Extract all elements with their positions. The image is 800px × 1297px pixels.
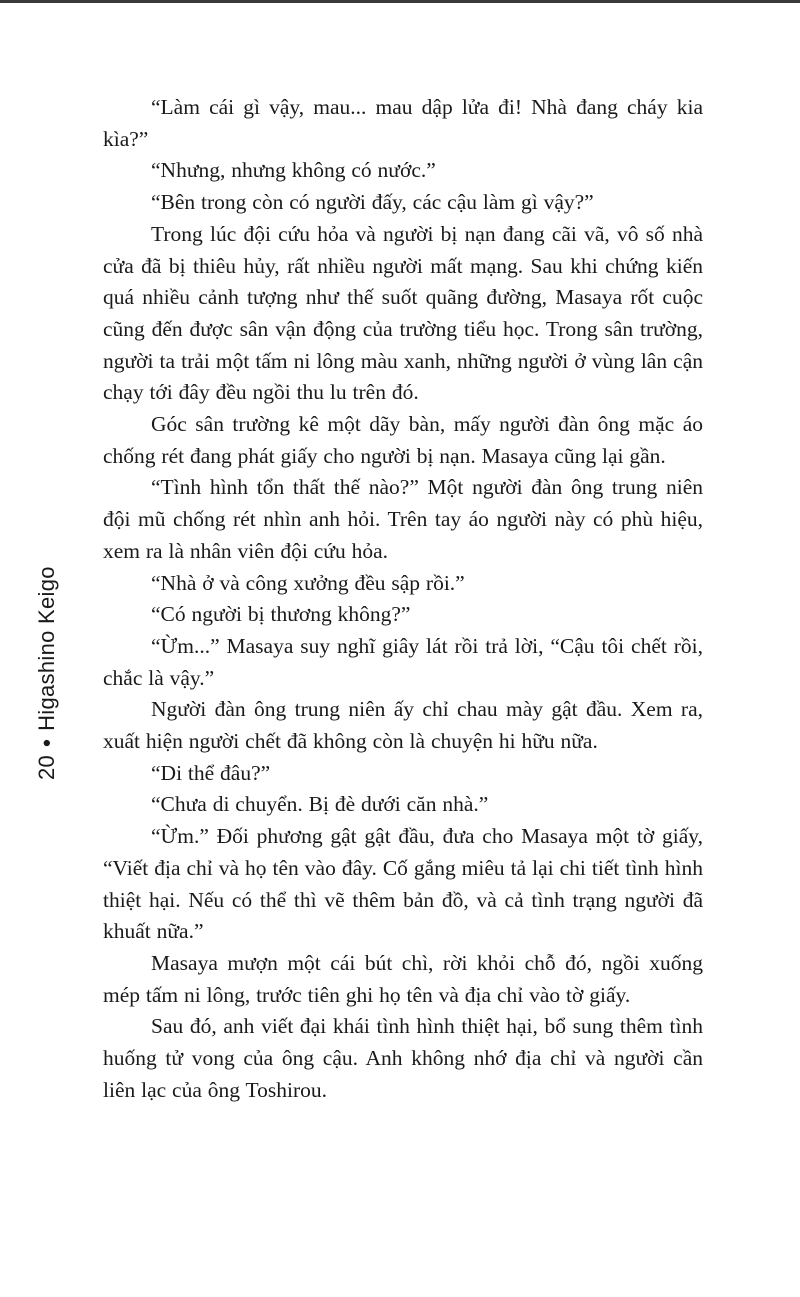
paragraph: Người đàn ông trung niên ấy chỉ chau mày gật đầu. Xem ra, xuất hiện người chết đã không còn là chuyện hi hữu nữa. <box>103 697 703 754</box>
running-head-text <box>32 566 62 780</box>
paragraph: “Ừm.” Đối phương gật gật đầu, đưa cho Masaya một tờ giấy, “Viết địa chỉ và họ tên vào đây. Cố gắng miêu tả lại chi tiết tình hình thiệt hại. Nếu có thể thì vẽ thêm bản đồ, và cả tình trạng người đã khuất nữa.” <box>103 824 703 944</box>
body-text <box>103 92 703 1107</box>
paragraph: Góc sân trường kê một dãy bàn, mấy người đàn ông mặc áo chống rét đang phát giấy cho người bị nạn. Masaya cũng lại gần. <box>103 412 703 468</box>
page-number: 20 <box>34 754 59 780</box>
top-border-line <box>0 0 800 3</box>
running-head <box>32 520 62 780</box>
paragraph: “Bên trong còn có người đấy, các cậu làm gì vậy?” <box>151 190 594 215</box>
paragraph: “Nhà ở và công xưởng đều sập rồi.” <box>151 570 465 595</box>
author-name: Higashino Keigo <box>34 566 59 731</box>
paragraph: “Ừm...” Masaya suy nghĩ giây lát rồi trả lời, “Cậu tôi chết rồi, chắc là vậy.” <box>103 633 703 690</box>
paragraph: “Làm cái gì vậy, mau... mau dập lửa đi! Nhà đang cháy kia kìa?” <box>103 95 703 151</box>
paragraph: “Chưa di chuyển. Bị đè dưới căn nhà.” <box>151 792 489 817</box>
paragraph: Masaya mượn một cái bút chì, rời khỏi chỗ đó, ngồi xuống mép tấm ni lông, trước tiên ghi họ tên và địa chỉ vào tờ giấy. <box>103 950 703 1007</box>
paragraph: “Di thể đâu?” <box>151 760 271 785</box>
paragraph: “Nhưng, nhưng không có nước.” <box>151 158 436 183</box>
paragraph: Sau đó, anh viết đại khái tình hình thiệt hại, bổ sung thêm tình huống tử vong của ông cậu. Anh không nhớ địa chỉ và người cần liên lạc của ông Toshirou. <box>103 1014 703 1102</box>
paragraph: “Tình hình tổn thất thế nào?” Một người đàn ông trung niên đội mũ chống rét nhìn anh hỏi. Trên tay áo người này có phù hiệu, xem ra là nhân viên đội cứu hỏa. <box>103 475 703 563</box>
running-head-separator: • <box>34 738 59 747</box>
paragraph: “Có người bị thương không?” <box>151 602 411 627</box>
paragraph: Trong lúc đội cứu hỏa và người bị nạn đang cãi vã, vô số nhà cửa đã bị thiêu hủy, rất nhiều người mất mạng. Sau khi chứng kiến quá nhiều cảnh tượng như thế suốt quãng đường, Masaya rốt cuộc cũng đến được sân vận động của trường tiểu học. Trong sân trường, người ta trải một tấm ni lông màu xanh, những người ở vùng lân cận chạy tới đây đều ngồi thu lu trên đó. <box>103 221 703 405</box>
